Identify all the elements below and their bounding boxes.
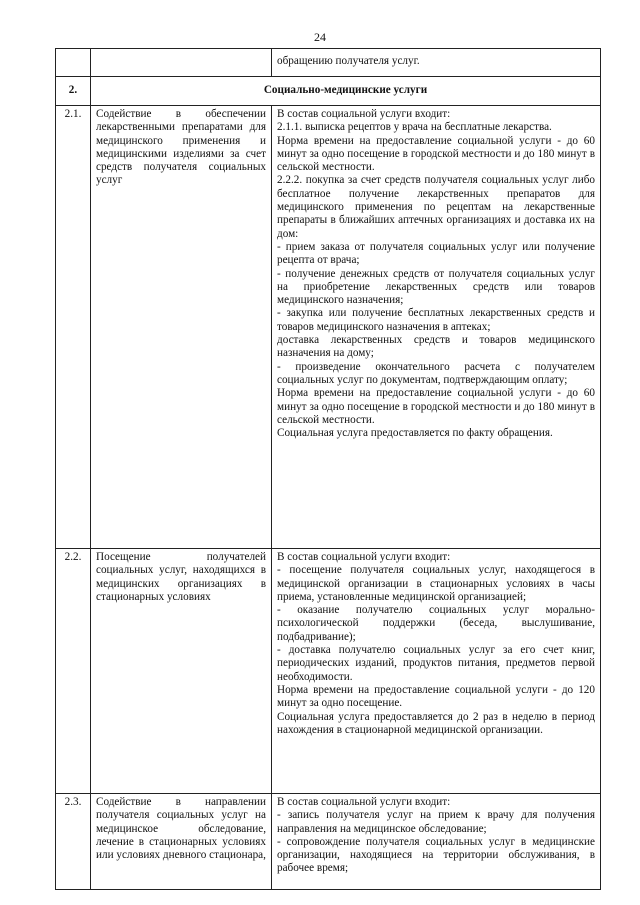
continuation-name-cell [91,49,272,77]
services-table [55,48,601,890]
continuation-text: обращению получателя услуг. [272,49,601,77]
service-name: Посещение получателей социальных услуг, находящихся в медицинских организациях в стационарных условиях [91,549,272,794]
description-line: 2.1.1. выписка рецептов у врача на бесплатные лекарства. [277,121,552,134]
description-line: В состав социальной услуги входит: [277,796,451,808]
service-number: 2.1. [56,106,91,549]
description-line: доставка лекарственных средств и товаров медицинского назначения на дому; [277,334,595,360]
continuation-row [56,49,601,77]
description-line: - получение денежных средств от получателя социальных услуг на приобретение лекарственных средств или товаров медицинского назначения; [277,267,595,307]
description-line: - доставка получателю социальных услуг за его счет книг, периодических изданий, продуктов питания, предметов первой необходимости. [277,644,595,683]
description-line: - оказание получателю социальных услуг морально-психологической поддержки (беседа, выслушивание, подбадривание); [277,604,595,643]
service-description [272,794,601,890]
section-title: Социально-медицинские услуги [91,77,601,106]
description-line: - запись получателя услуг на прием к врачу для получения направления на медицинское обследование; [277,809,595,835]
description-line: 2.2.2. покупка за счет средств получателя социальных услуг либо бесплатное получение лекарственных препаратов для медицинского применения по рецептам на лекарственные препараты в ближайших аптечных организациях и доставка их на дом: [277,174,595,240]
page-number: 24 [314,30,326,44]
description-line: - произведение окончательного расчета с получателем социальных услуг по документам, подтверждающим оплату; [277,360,595,386]
description-line: Социальная услуга предоставляется по факту обращения. [277,427,553,440]
description-line: Норма времени на предоставление социальной услуги - до 60 минут за одно посещение в городской местности и до 180 минут в сельской местности. [277,134,595,174]
description-line: - посещение получателя социальных услуг, находящегося в медицинской организации в стационарных условиях в часы приема, установленные медицинской организацией; [277,564,595,603]
description-line: Социальная услуга предоставляется до 2 раз в неделю в период нахождения в стационарной медицинской организации. [277,710,595,736]
description-line: - закупка или получение бесплатных лекарственных средств и товаров медицинского назначения в аптеках; [277,307,595,333]
service-name: Содействие в направлении получателя социальных услуг на медицинское обследование, лечение в стационарных условиях или условиях дневного стационара, [91,794,272,890]
service-number: 2.3. [56,794,91,890]
service-row [56,549,601,794]
continuation-num-cell [56,49,91,77]
service-number: 2.2. [56,549,91,794]
description-line: - сопровождение получателя социальных услуг в медицинские организации, находящиеся на территории обслуживания, в рабочее время; [277,835,595,875]
description-line: Норма времени на предоставление социальной услуги - до 60 минут за одно посещение в городской местности и до 180 минут в сельской местности. [277,387,595,426]
description-line: - прием заказа от получателя социальных услуг или получение рецепта от врача; [277,240,595,267]
description-line: Норма времени на предоставление социальной услуги - до 120 минут за одно посещение. [277,683,595,710]
service-row [56,794,601,890]
section-number: 2. [56,77,91,106]
service-name: Содействие в обеспечении лекарственными препаратами для медицинского применения и медицинскими изделиями за счет средств получателя социальных услуг [91,106,272,549]
service-row [56,106,601,549]
service-description [272,549,601,794]
service-description [272,106,601,549]
section-header-row [56,77,601,106]
description-line: В состав социальной услуги входит: [277,108,451,120]
description-line: В состав социальной услуги входит: [277,551,451,563]
